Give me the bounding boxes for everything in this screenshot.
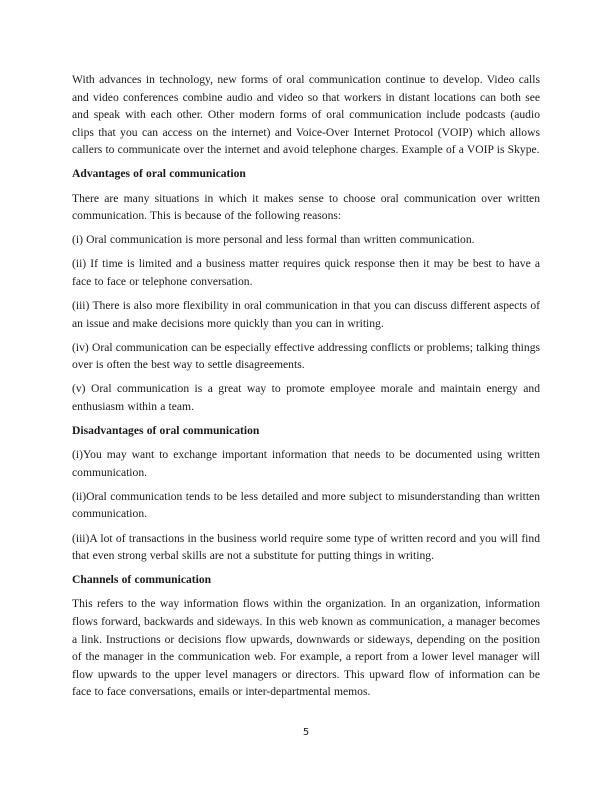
advantages-heading: Advantages of oral communication bbox=[72, 167, 246, 181]
channels-paragraph: This refers to the way information flows within the organization. In an organization, information flows forward, backwards and sideways. In this web known as communication, a manager becomes a link. Instructions or decisions flow upwards, downwards or sideways, depending on the position of the manager in the communication web. For example, a report from a lower level manager will flow upwards to the upper level managers or directors. This upward flow of information can be face to face conversations, emails or inter-departmental memos. bbox=[72, 597, 540, 699]
disadvantage-item: (iii)A lot of transactions in the business world require some type of written record and you will find that even strong verbal skills are not a substitute for putting things in writing. bbox=[72, 531, 540, 563]
channels-heading: Channels of communication bbox=[72, 573, 212, 587]
disadvantage-item: (i)You may want to exchange important information that needs to be documented using written communication. bbox=[72, 448, 540, 479]
document-page bbox=[72, 71, 540, 707]
advantage-item: (iv) Oral communication can be especially effective addressing conflicts or problems; talking things over is often the best way to settle disagreements. bbox=[72, 340, 540, 372]
advantage-item: (iii) There is also more flexibility in oral communication in that you can discuss different aspects of an issue and make decisions more quickly than you can in writing. bbox=[72, 299, 540, 330]
intro-paragraph: With advances in technology, new forms of oral communication continue to develop. Video calls and video conferences combine audio and video so that workers in distant locations can both see and speak with each other. Other modern forms of oral communication include podcasts (audio clips that you can access on the internet) and Voice-Over Internet Protocol (VOIP) which allows callers to communicate over the internet and avoid telephone charges. Example of a VOIP is Skype. bbox=[72, 73, 540, 157]
disadvantages-section bbox=[72, 422, 540, 565]
advantage-item: (v) Oral communication is a great way to promote employee morale and maintain energy and enthusiasm within a team. bbox=[72, 382, 540, 413]
page-number: 5 bbox=[302, 727, 310, 738]
advantage-item: (i) Oral communication is more personal and less formal than written communication. bbox=[72, 233, 475, 247]
disadvantage-item: (ii)Oral communication tends to be less detailed and more subject to misunderstanding than written communication. bbox=[72, 489, 540, 521]
advantages-section bbox=[72, 165, 540, 415]
channels-section bbox=[72, 571, 540, 701]
disadvantages-heading: Disadvantages of oral communication bbox=[72, 424, 260, 438]
advantage-item: (ii) If time is limited and a business matter requires quick response then it may be best to have a face to face or telephone conversation. bbox=[72, 257, 540, 288]
advantages-intro: There are many situations in which it makes sense to choose oral communication over written communication. This is because of the following reasons: bbox=[72, 191, 540, 223]
